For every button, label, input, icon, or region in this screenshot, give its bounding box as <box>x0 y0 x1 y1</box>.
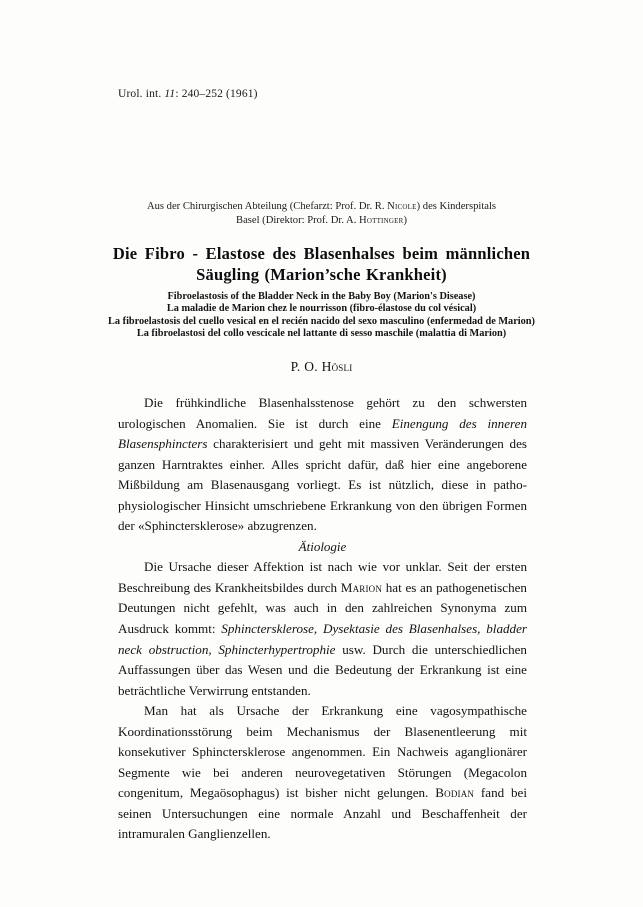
title-block <box>50 243 593 375</box>
affiliation-name-nicole: Nicole <box>387 201 417 212</box>
title-line-1: Die Fibro - Elastose des Blasenhalses beim männlichen <box>112 244 531 263</box>
paragraph-1 <box>118 393 527 537</box>
p3-text-a: Man hat als Ursache der Erkrankung eine vagosympathische Koordinationsstörung beim Mechanismus der Blasenentleerung mit konsekutiver Sphinctersklerose angenommen. Ein Nachweis aganglionärer Segmente wie bei anderen neurovegetativen Störungen (Megacolon congenitum, Megaösophagus) ist bisher nicht gelungen. <box>118 703 527 801</box>
subtitle-spanish: La fibroelastosis del cuello vesical en el recién nacido del sexo masculino (enfermedad de Marion) <box>108 315 535 327</box>
p1-emphasis-1: Einengung des inneren Blasensphincters <box>118 415 527 452</box>
p2-text-c: usw. Durch die unterschiedlichen Auffassungen über das Wesen und die Bedeutung der Erkrankung ist eine beträchtliche Verwirrung entstanden. <box>118 641 527 698</box>
page-title <box>50 243 593 285</box>
affiliation-text-1a: Aus der Chirurgischen Abteilung (Chefarzt: Prof. Dr. R. <box>146 201 388 212</box>
subtitle-block <box>50 291 593 341</box>
subtitle-french: La maladie de Marion chez le nourrisson (fibro-élastose du col vésical) <box>166 303 477 315</box>
p2-text-b: hat es an pathogenetischen Deutungen nicht gefehlt, was auch in den zahlreichen Synonyma zum Ausdruck kommt: <box>118 579 527 637</box>
subtitle-english: Fibroelastosis of the Bladder Neck in the Baby Boy (Marion's Disease) <box>167 291 476 302</box>
p1-text-a: Die frühkindliche Blasenhalsstenose gehört zu den schwersten urologischen Anomalien. Sie ist durch eine <box>118 395 527 431</box>
p3-citation-bodian: Bodian <box>435 785 475 801</box>
p2-synonyms: Sphinctersklerose, Dysektasie des Blasenhalses, bladder neck obstruction, Sphincterhypertrophie <box>118 621 527 657</box>
page-range: : 240–252 (1961) <box>175 88 258 100</box>
p3-text-b: fand bei seinen Untersuchungen eine normale Anzahl und Beschaffenheit der intramuralen Ganglienzellen. <box>118 785 527 842</box>
affiliation-line-1 <box>60 200 583 214</box>
section-heading-atiologie: Ätiologie <box>298 538 347 554</box>
paragraph-2 <box>118 557 527 701</box>
p1-text-b: charakterisiert und geht mit massiven Veränderungen des ganzen Harntraktes einher. Alles spricht dafür, daß hier eine angeborene Mißbildung am Blasenausgang vorliegt. Es ist nützlich, diese in patho-physiologischer Hinsicht umschriebene Erkrankung von den übrigen Formen der «Sphinctersklerose» abzugrenzen. <box>118 436 527 534</box>
paragraph-3 <box>118 701 527 845</box>
author-surname: Hösli <box>321 358 353 374</box>
affiliation-text-1b: ) des Kinderspitals <box>416 201 497 212</box>
p2-citation-marion: Marion <box>340 579 383 595</box>
author-name <box>50 359 593 375</box>
affiliation-text-2a: Basel (Direktor: Prof. Dr. A. <box>236 215 359 226</box>
subtitle-italian: La fibroelastosi del collo vescicale nel lattante di sesso maschile (malattia di Marion) <box>136 328 507 340</box>
p2-text-a: Die Ursache dieser Affektion ist nach wie vor unklar. Seit der ersten Beschreibung des Krankheitsbildes durch <box>118 559 527 595</box>
affiliation-name-hottinger: Hottinger <box>359 215 404 226</box>
title-line-2: Säugling (Marion’sche Krankheit) <box>196 265 447 284</box>
article-body <box>118 393 527 845</box>
journal-name: Urol. int. <box>118 88 162 100</box>
volume-number: 11 <box>164 88 176 100</box>
affiliation-block <box>60 200 583 228</box>
affiliation-line-2 <box>60 214 583 228</box>
author-initials: P. O. <box>290 358 322 374</box>
running-head <box>118 88 258 100</box>
affiliation-text-2b: ) <box>403 215 407 226</box>
